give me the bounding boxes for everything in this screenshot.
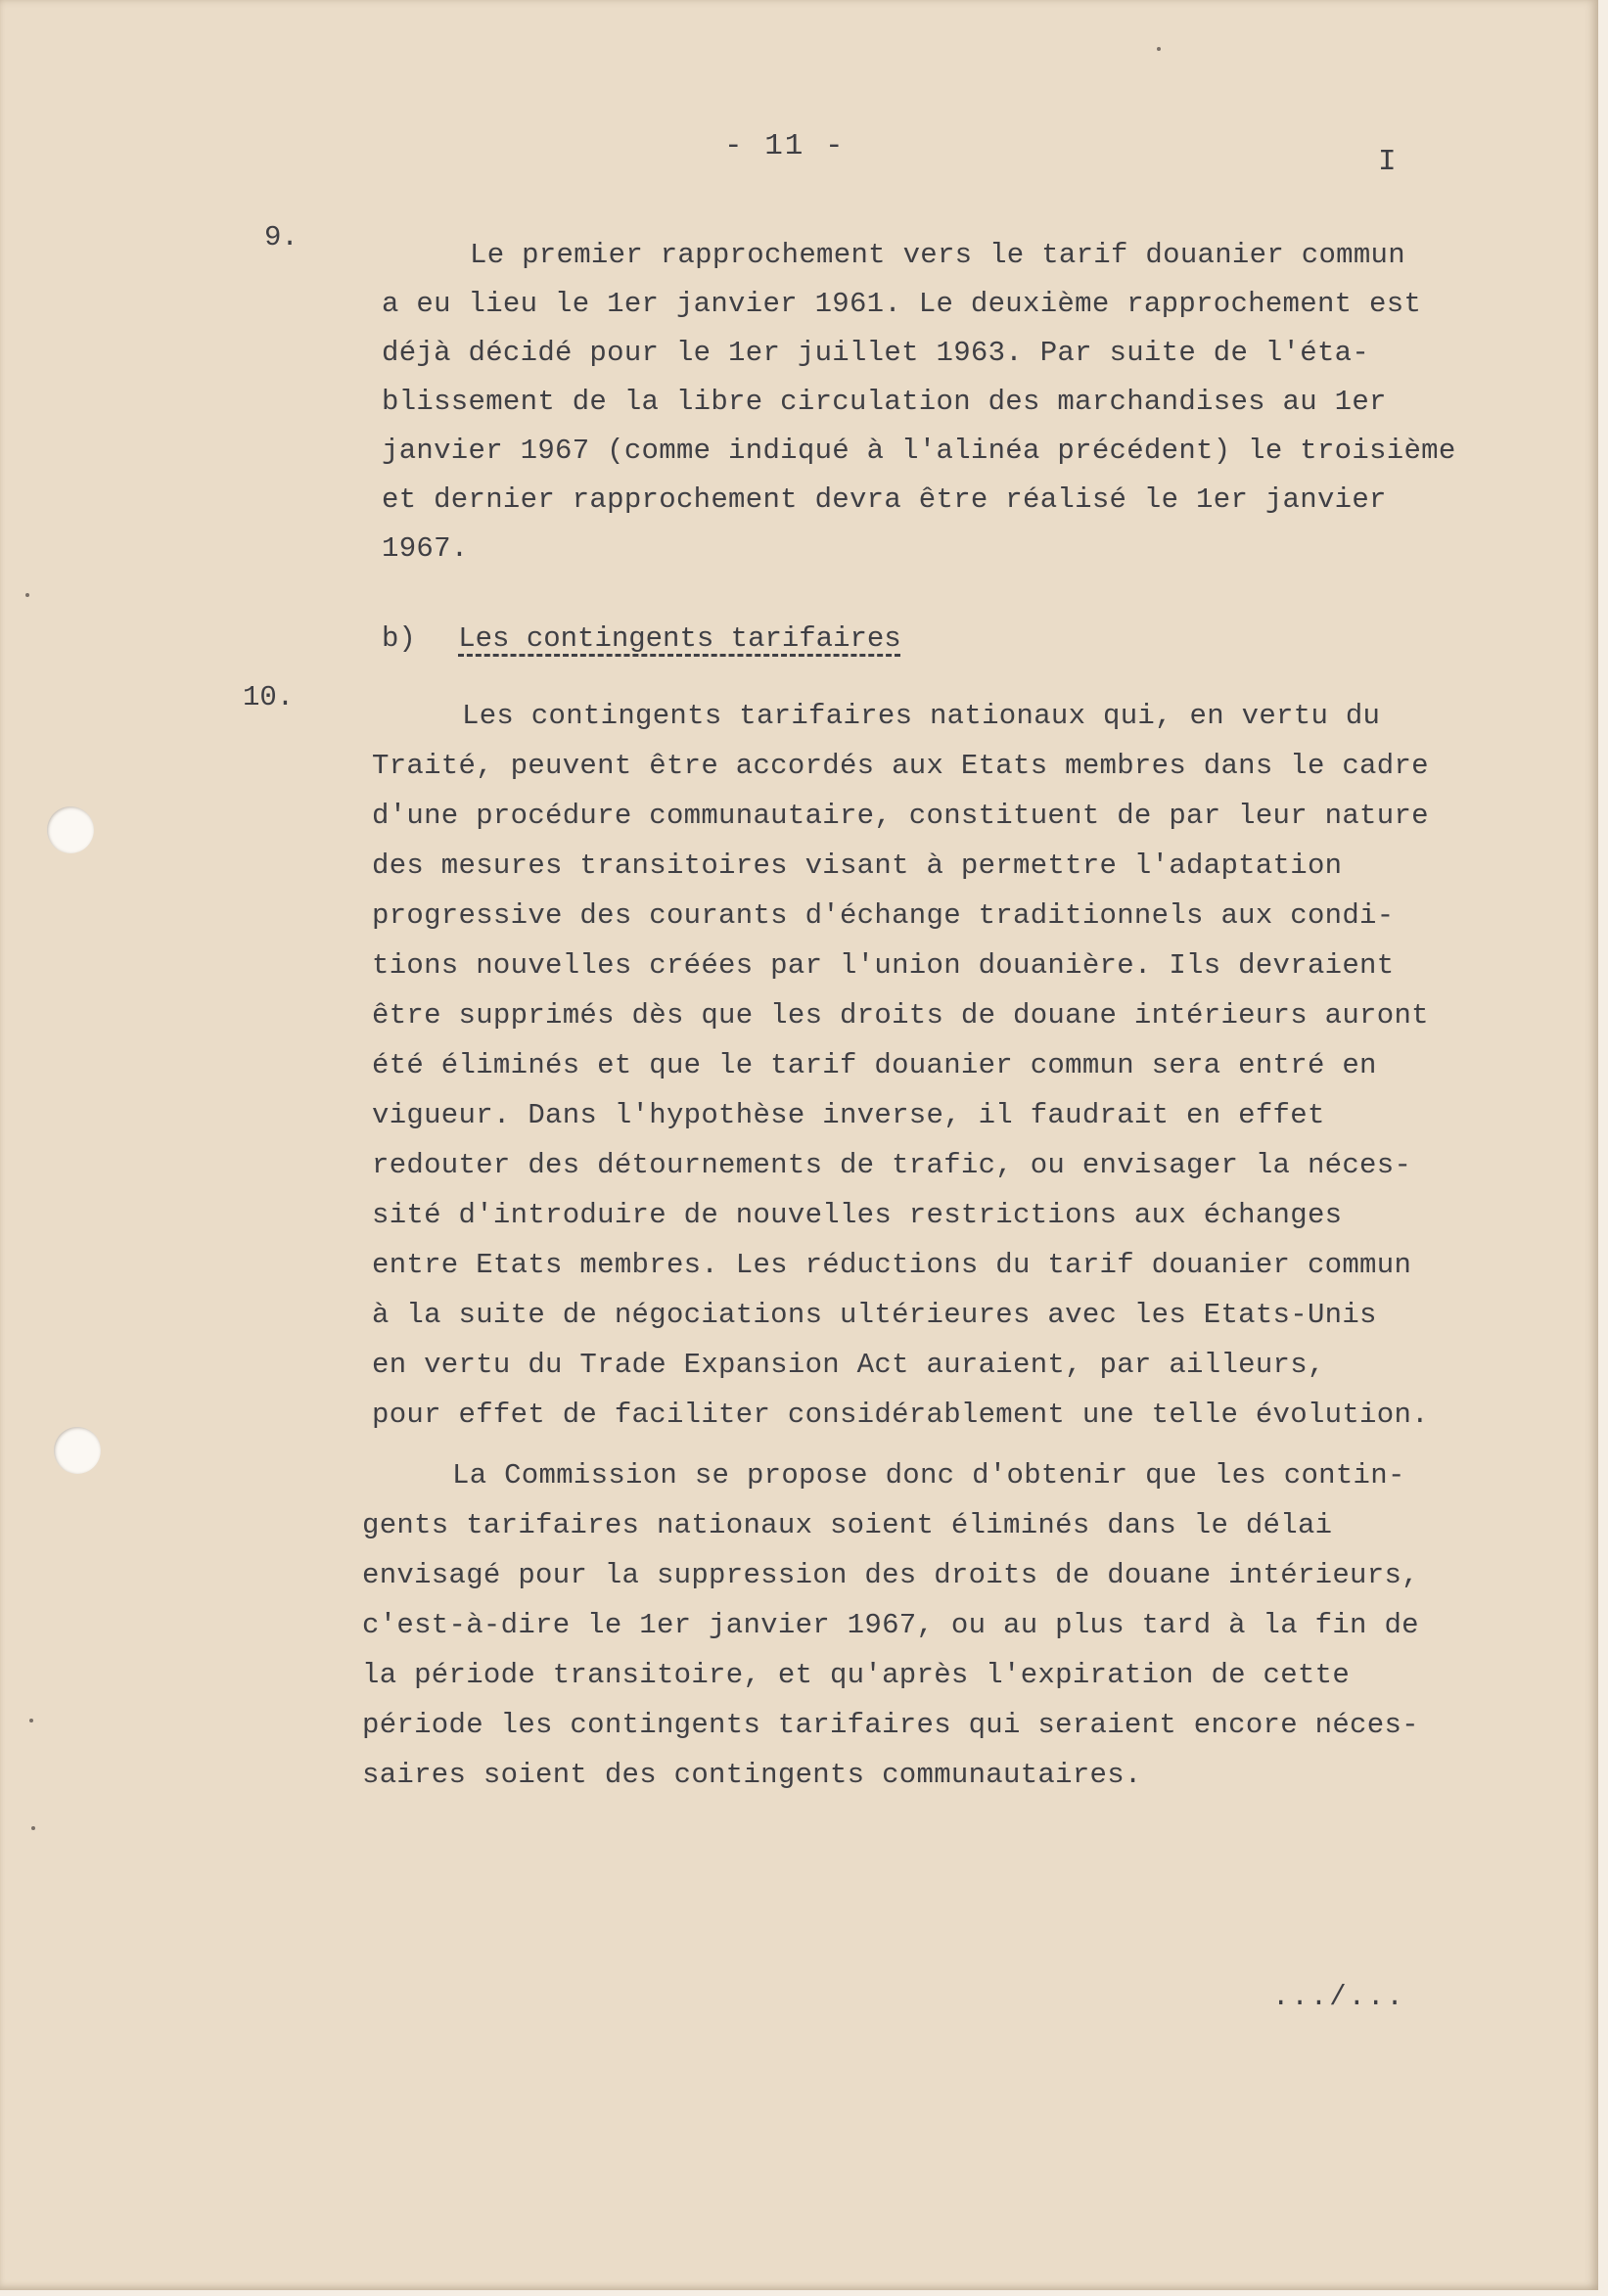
- paragraph-9-line: et dernier rapprochement devra être réalisé le 1er janvier: [382, 483, 1387, 516]
- paragraph-9-line: déjà décidé pour le 1er juillet 1963. Par suite de l'éta-: [382, 337, 1370, 369]
- paragraph-9-line: a eu lieu le 1er janvier 1961. Le deuxième rapprochement est: [382, 288, 1422, 320]
- paragraph-10-line: Traité, peuvent être accordés aux Etats membres dans le cadre: [372, 750, 1429, 782]
- punch-hole-top: [47, 806, 94, 853]
- page-number: - 11 -: [724, 129, 846, 163]
- paragraph-9: [382, 231, 1456, 574]
- paragraph-10: [372, 691, 1429, 1440]
- paragraph-10-line: en vertu du Trade Expansion Act auraient, par ailleurs,: [372, 1349, 1325, 1381]
- punch-hole-bottom: [54, 1427, 101, 1474]
- paragraph-9-line: blissement de la libre circulation des marchandises au 1er: [382, 386, 1387, 418]
- paragraph-10-line: sité d'introduire de nouvelles restrictions aux échanges: [372, 1199, 1343, 1231]
- paragraph-10b-line: période les contingents tarifaires qui seraient encore néces-: [362, 1709, 1419, 1741]
- paragraph-10b-line: La Commission se propose donc d'obtenir que les contin-: [452, 1459, 1405, 1492]
- paragraph-10b-line: c'est-à-dire le 1er janvier 1967, ou au plus tard à la fin de: [362, 1609, 1419, 1641]
- paragraph-10-line: être supprimés dès que les droits de douane intérieurs auront: [372, 999, 1429, 1032]
- annex-mark: I: [1378, 145, 1397, 179]
- paragraph-10b-line: envisagé pour la suppression des droits de douane intérieurs,: [362, 1559, 1419, 1591]
- paragraph-10-line: tions nouvelles créées par l'union douanière. Ils devraient: [372, 949, 1395, 982]
- paragraph-9-line: 1967.: [382, 532, 469, 565]
- paragraph-10-line: progressive des courants d'échange traditionnels aux condi-: [372, 899, 1395, 932]
- paragraph-number-10: 10.: [243, 681, 295, 713]
- paragraph-10-line: été éliminés et que le tarif douanier commun sera entré en: [372, 1049, 1377, 1081]
- paragraph-10-line: des mesures transitoires visant à permettre l'adaptation: [372, 850, 1343, 882]
- section-subheading: [382, 622, 901, 655]
- paragraph-10-line: à la suite de négociations ultérieures avec les Etats-Unis: [372, 1299, 1377, 1331]
- paragraph-10-line: entre Etats membres. Les réductions du tarif douanier commun: [372, 1249, 1412, 1281]
- paragraph-10b-line: gents tarifaires nationaux soient éliminés dans le délai: [362, 1509, 1333, 1541]
- paragraph-10-line: redouter des détournements de trafic, ou envisager la néces-: [372, 1149, 1412, 1181]
- paragraph-10b-line: la période transitoire, et qu'après l'expiration de cette: [362, 1659, 1351, 1691]
- paragraph-9-line: Le premier rapprochement vers le tarif douanier commun: [470, 239, 1405, 271]
- paragraph-10-line: Les contingents tarifaires nationaux qui, en vertu du: [462, 700, 1381, 732]
- paragraph-number-9: 9.: [264, 221, 299, 253]
- paper-bottom-edge: [0, 2290, 1608, 2296]
- paragraph-9-line: janvier 1967 (comme indiqué à l'alinéa précédent) le troisième: [382, 435, 1456, 467]
- paragraph-10-continued: [362, 1450, 1419, 1800]
- subheading-title: Les contingents tarifaires: [458, 622, 901, 655]
- paper-speck: [25, 593, 29, 597]
- paper-right-edge: [1598, 0, 1608, 2296]
- paragraph-10-line: d'une procédure communautaire, constituent de par leur nature: [372, 800, 1429, 832]
- paper-speck: [1157, 47, 1161, 51]
- subheading-label: b): [382, 622, 416, 655]
- paragraph-10b-line: saires soient des contingents communautaires.: [362, 1759, 1142, 1791]
- paragraph-10-line: vigueur. Dans l'hypothèse inverse, il faudrait en effet: [372, 1099, 1325, 1131]
- paper-speck: [31, 1826, 35, 1830]
- paper-speck: [29, 1719, 33, 1722]
- continuation-mark: .../...: [1272, 1981, 1405, 2013]
- paragraph-10-line: pour effet de faciliter considérablement une telle évolution.: [372, 1399, 1429, 1431]
